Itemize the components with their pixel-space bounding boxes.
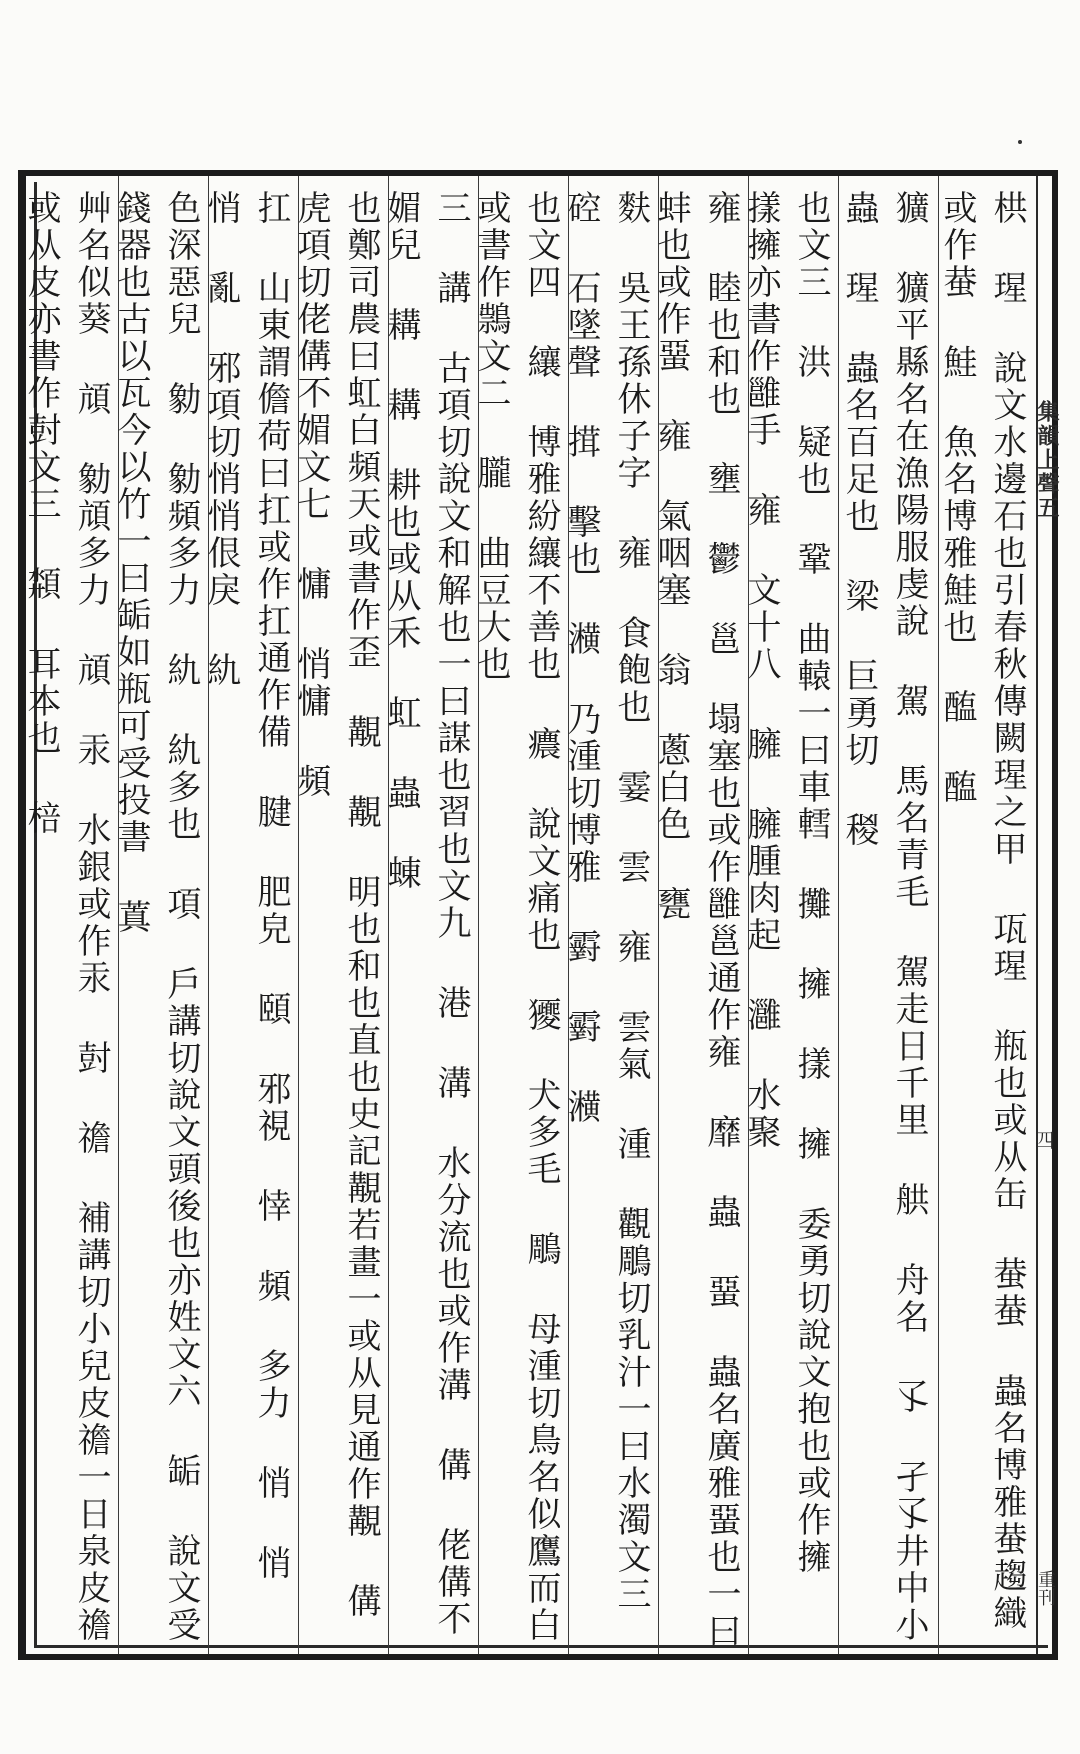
text-column-3: 也文三 洪 疑也 鞏 曲轅一曰車轌 攤 擁 㨾 擁 委勇切說文抱也或作擁 㨾擁亦書作雝手 雍 文十八 臃 臃腫肉起 灉 水聚 — [741, 190, 831, 1576]
text-column-9: 扛 山東謂儋荷曰扛或作扛通作備 腱 肥皃 頤 邪視 悻 頻 多力 悄 悄 悄 亂 邪項切悄悄佷戾 䊵 — [201, 190, 291, 1582]
fore-edge-title: 集韻上聲五 — [1034, 400, 1060, 520]
text-column-6: 也文四 纕 博雅紛纕不善也 癑 說文痛也 獿 犬多毛 鵰 母湩切鳥名似鷹而白或書作䳳文二 朧 曲豆大也 — [471, 190, 561, 1644]
text-column-4: 雍 睦也和也 壅 鬱 邕 塌塞也或作雝邕通作雍 靡 蟲 蝁 蟲名廣雅蝁也一曰蚌也或作蝁 雍 氣咽塞 翁 蔥白色 甕 — [651, 190, 741, 1650]
fore-edge-strip — [1031, 176, 1060, 1654]
fore-edge-footer: 重刊 — [1035, 1570, 1056, 1606]
text-column-5: 麩 吳王孫休子字 雍 食飽也 霎 雲 雍 雲氣 湩 觀鵰切乳汁一曰水濁文三 硿 石墜聲 搑 擊也 㶇 乃湩切博雅 䨴 䨴 㶇 — [561, 190, 651, 1613]
text-column-8: 也鄭司農曰虹白頻天或書作歪 覯 覯 明也和也直也史記覯若畫一或从見通作覯 傋 虎項切佬傋不媚文七 慵 悄慵 頻 — [291, 190, 381, 1620]
text-column-1: 栱 瑆 說文水邊石也引春秋傳闕瑆之甲 瓨瑆 瓶也或从缶 蛬蛬 蟲名博雅蛬趨織或作蛬 鮭 魚名博雅鮭也 醢 醢 — [937, 190, 1027, 1632]
text-column-11: 艸名似葵 頏 勨頏多力 頏 汞 水銀或作汞 尌 䄡 補講切小兒皮䄡一日泉皮䄡或从皮亦書作尌文三 頮 耳本也 棓 — [21, 190, 111, 1644]
text-column-7: 三 講 古項切說文和解也一曰謀也習也文九 港 溝 水分流也或作溝 傋 佬傋不媚兒 耩 耩 耕也或从禾 虹 蟲 蝀 — [381, 190, 471, 1638]
ink-speck — [1018, 140, 1022, 144]
fore-edge-page-number: 四 — [1031, 1130, 1055, 1150]
text-column-2: 獷 獷平縣名在漁陽服虔說 駕 馬名青毛 駕走日千里 舼 舟名 孓 孑孓井中小蟲 瑆 蟲名百足也 梁 巨勇切 稯 — [839, 190, 929, 1644]
text-column-10: 色深惡兒 勨 勨頻多力 䊵 䊵多也 項 戶講切說文頭後也亦姓文六 缿 說文受錢器也古以瓦今以竹一曰缿如瓶可受投書 蒖 — [111, 190, 201, 1644]
